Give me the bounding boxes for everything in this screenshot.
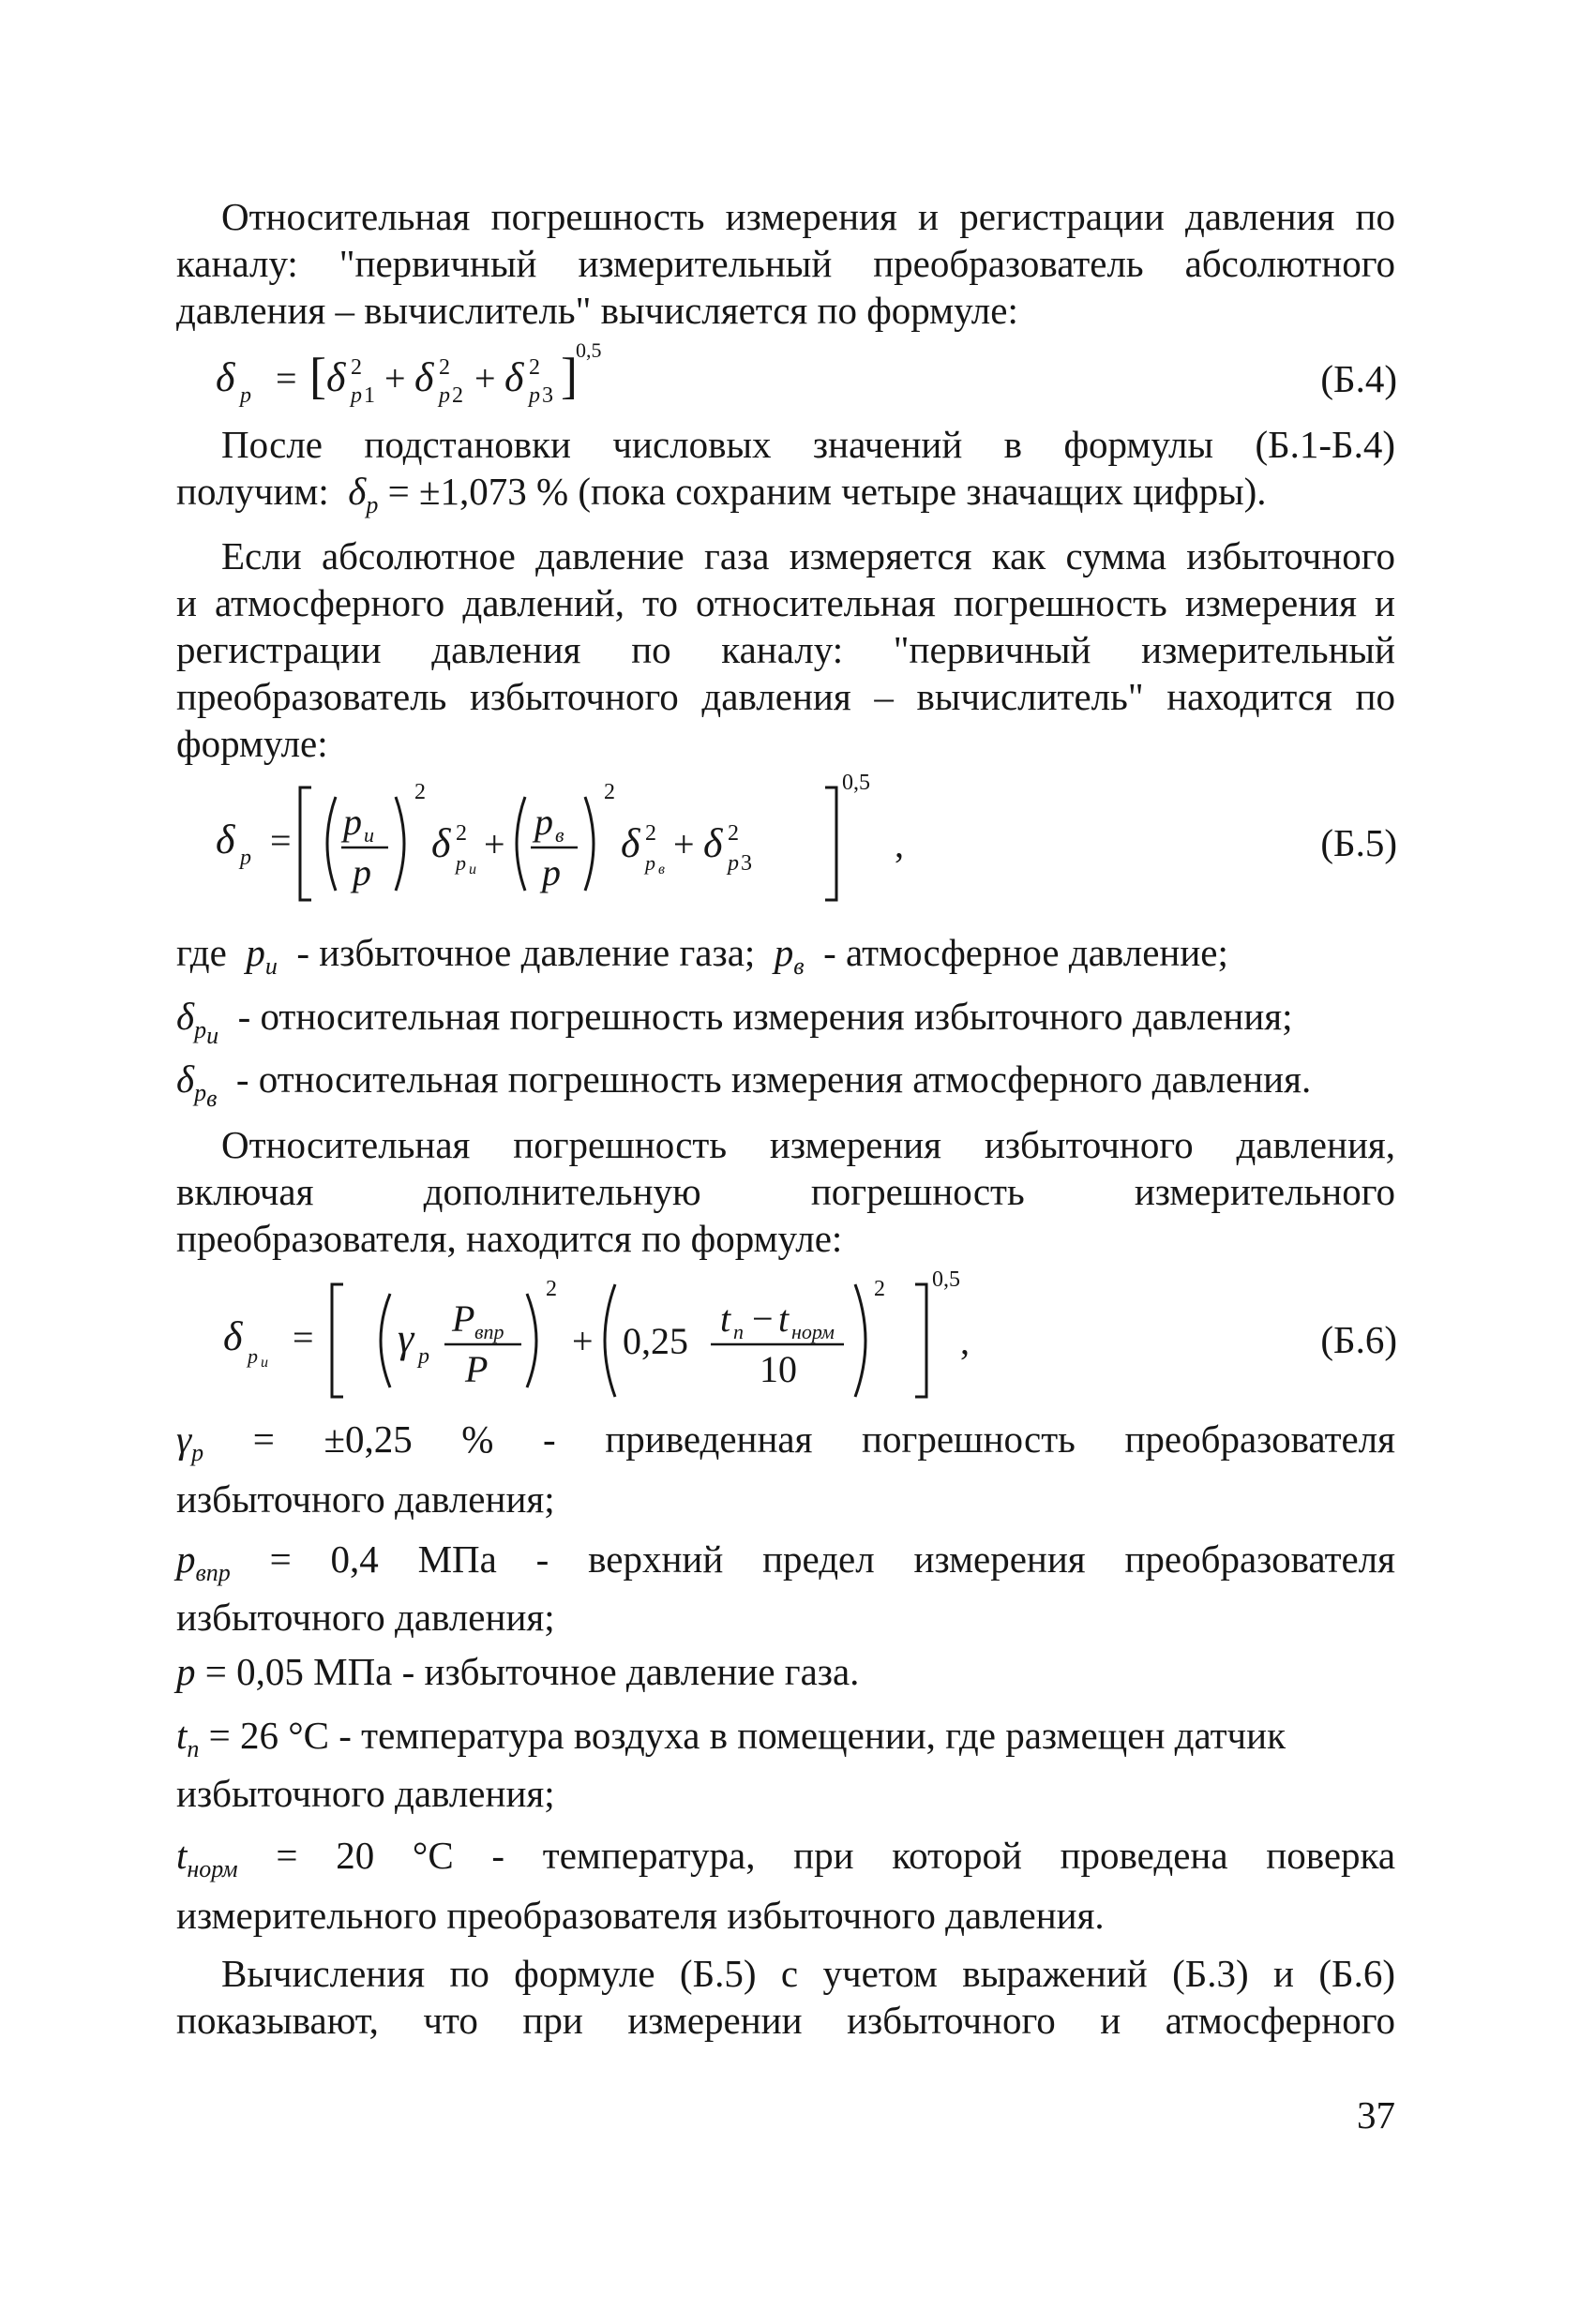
definition-line: $\delta_{p_и}$ - относительная погрешность измерения избыточного давления; [176, 995, 1293, 1050]
definition-line: измерительного преобразователя избыточного давления. [176, 1894, 1105, 1937]
svg-text:1: 1 [364, 383, 375, 408]
svg-text:п: п [733, 1320, 744, 1343]
svg-text:впр: впр [474, 1320, 504, 1343]
svg-text:δ: δ [223, 1313, 243, 1359]
svg-text:+: + [673, 823, 695, 865]
svg-text:γ: γ [398, 1315, 414, 1361]
svg-text:]: ] [561, 348, 578, 404]
svg-text:=: = [276, 357, 297, 399]
svg-text:δ: δ [703, 820, 723, 866]
page-number: 37 [1357, 2093, 1395, 2137]
svg-text:p: p [542, 851, 561, 893]
paragraph-line: каналу: "первичный измерительный преобразователь абсолютного [176, 242, 1395, 285]
paragraph-line: Относительная погрешность измерения избыточного давления, [221, 1123, 1395, 1166]
equation-number-b6: (Б.6) [1320, 1318, 1397, 1361]
svg-text:,: , [895, 823, 904, 865]
svg-text:2: 2 [414, 780, 426, 804]
svg-text:норм: норм [791, 1320, 835, 1343]
svg-text:p: p [456, 851, 466, 875]
svg-text:0,5: 0,5 [932, 1267, 960, 1292]
svg-text:2: 2 [645, 821, 656, 846]
formula-b6 [206, 1256, 975, 1416]
svg-text:p: p [529, 383, 540, 408]
definition-line: избыточного давления; [176, 1477, 555, 1521]
svg-text:2: 2 [546, 1277, 557, 1301]
svg-text:P: P [465, 1348, 489, 1390]
svg-text:2: 2 [452, 383, 463, 408]
paragraph-line: преобразователя, находится по формуле: [176, 1217, 843, 1260]
svg-text:p: p [240, 383, 251, 408]
svg-text:δ: δ [326, 354, 346, 400]
svg-text:p: p [418, 1344, 429, 1369]
paragraph-line: регистрации давления по каналу: "первичный измерительный [176, 628, 1395, 671]
svg-text:p: p [343, 801, 362, 843]
svg-text:δ: δ [216, 354, 235, 400]
paragraph-line: Вычисления по формуле (Б.5) с учетом выражений (Б.3) и (Б.6) [221, 1952, 1395, 1995]
svg-text:2: 2 [604, 780, 615, 804]
svg-text:2: 2 [529, 355, 540, 380]
svg-text:P: P [452, 1297, 475, 1340]
svg-text:+: + [474, 357, 496, 399]
equation-number-b4: (Б.4) [1320, 357, 1397, 400]
svg-text:2: 2 [728, 821, 739, 846]
svg-text:p: p [728, 851, 739, 876]
svg-text:,: , [960, 1320, 970, 1362]
svg-text:+: + [384, 357, 406, 399]
svg-text:2: 2 [456, 821, 467, 846]
definition-line: $t_{норм} = 20$ °С - температура, при которой проведена поверка [176, 1834, 1396, 1883]
svg-text:2: 2 [351, 355, 362, 380]
svg-text:δ: δ [621, 820, 640, 866]
formula-b4 [206, 333, 731, 417]
svg-text:p: p [439, 383, 450, 408]
svg-text:p: p [248, 1344, 258, 1368]
svg-text:+: + [572, 1320, 594, 1362]
paragraph-line: и атмосферного давлений, то относительная погрешность измерения и [176, 581, 1395, 624]
svg-text:2: 2 [874, 1277, 885, 1301]
svg-text:и: и [364, 823, 374, 847]
definition-line: $\gamma_p = \pm 0,25$ % - приведенная погрешность преобразователя [176, 1417, 1395, 1467]
svg-text:и: и [261, 1355, 268, 1371]
paragraph-line: включая дополнительную погрешность измерительного [176, 1170, 1395, 1213]
svg-text:t: t [778, 1297, 790, 1340]
definition-line: где $p_и$ - избыточное давление газа; $p_в$ - атмосферное давление; [176, 931, 1228, 981]
svg-text:10: 10 [760, 1348, 797, 1390]
paragraph-line: Если абсолютное давление газа измеряется как сумма избыточного [221, 534, 1395, 577]
svg-text:p: p [534, 801, 553, 843]
svg-text:3: 3 [542, 383, 553, 408]
svg-text:+: + [484, 823, 505, 865]
paragraph-line: показывают, что при измерении избыточного и атмосферного [176, 1999, 1395, 2042]
definition-line: $t_п = 26$ °С - температура воздуха в помещении, где размещен датчик [176, 1714, 1287, 1763]
svg-text:3: 3 [741, 851, 752, 876]
svg-text:δ: δ [431, 820, 451, 866]
svg-text:−: − [752, 1297, 774, 1340]
svg-text:и: и [469, 862, 476, 877]
paragraph-line: формуле: [176, 722, 328, 765]
svg-text:δ: δ [216, 817, 235, 862]
paragraph-line: Относительная погрешность измерения и регистрации давления по [221, 195, 1395, 238]
svg-text:0,5: 0,5 [576, 338, 602, 362]
svg-text:δ: δ [414, 354, 434, 400]
svg-text:2: 2 [439, 355, 450, 380]
definition-line: избыточного давления; [176, 1596, 555, 1639]
symbol-delta-p: $\delta_p$ [339, 470, 379, 519]
svg-text:p: p [645, 851, 655, 875]
svg-text:[: [ [309, 348, 326, 404]
svg-text:0,25: 0,25 [623, 1320, 688, 1362]
equation-number-b5: (Б.5) [1320, 821, 1397, 864]
definition-line: $p_{впр} = 0,4$ МПа - верхний предел измерения преобразователя [176, 1537, 1396, 1587]
definition-line: p = 0,05 МПа - избыточное давление газа. [176, 1650, 860, 1693]
svg-text:=: = [293, 1316, 314, 1358]
paragraph-line: После подстановки числовых значений в формулы (Б.1-Б.4) [221, 423, 1395, 466]
svg-text:p: p [353, 851, 371, 893]
formula-b5 [206, 759, 919, 919]
svg-text:δ: δ [504, 354, 524, 400]
paragraph-line: получим: $\delta_p = \pm 1,073$ % (пока сохраним четыре значащих цифры). [176, 470, 1267, 519]
svg-text:в: в [658, 862, 665, 877]
svg-text:t: t [720, 1297, 731, 1340]
svg-text:p: p [240, 846, 251, 870]
definition-line: $\delta_{p_в}$ - относительная погрешность измерения атмосферного давления. [176, 1057, 1312, 1113]
svg-text:=: = [270, 819, 292, 862]
svg-text:p: p [351, 383, 362, 408]
definition-line: избыточного давления; [176, 1772, 555, 1815]
paragraph-line: преобразователь избыточного давления – вычислитель" находится по [176, 675, 1395, 718]
paragraph-line: давления – вычислитель" вычисляется по формуле: [176, 289, 1018, 332]
svg-text:0,5: 0,5 [842, 771, 870, 795]
svg-text:в: в [555, 823, 564, 847]
